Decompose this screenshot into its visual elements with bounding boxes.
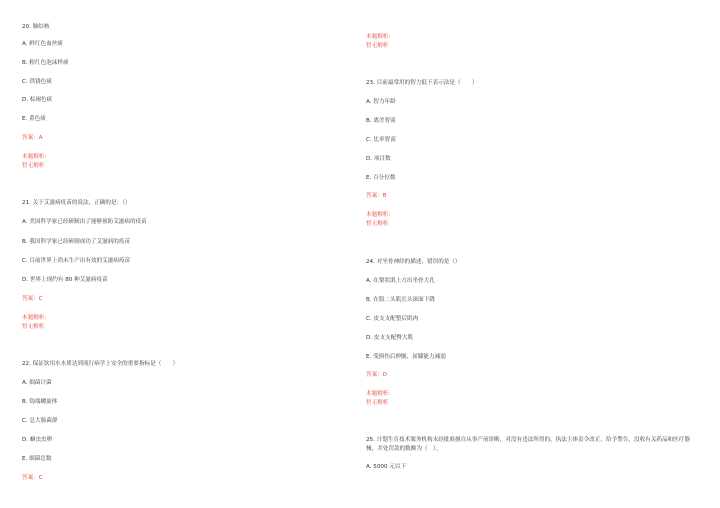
question-title: 21. 关于艾滋病疫苗的说法，正确的是：（） (22, 200, 131, 206)
answer-label: 答案：A (22, 135, 43, 141)
option-e: E. 黄色痰 (22, 116, 46, 122)
analysis-text: 暂无解析 (366, 43, 389, 49)
option-d: D. 皮支支配臀大肌 (366, 335, 414, 341)
question-title: 25. 计划生育技术服务机构未经批准擅自从事产前诊断，对没有违法所得的，执法主体责令改正，给予警告，没收有关药品和医疗器械，并处罚款的数额为（ ）。 (366, 437, 690, 452)
option-a: A. 在梨状肌上方出坐骨大孔 (366, 278, 435, 284)
option-d: D. 世界上现约有 80 种艾滋病疫苗 (22, 277, 108, 283)
question-title: 23. 目前最常用的智力低下表示法是（ ） (366, 80, 478, 86)
analysis-text: 暂无解析 (366, 221, 389, 227)
option-a: A. 美国科学家已经研制出了能够预防艾滋病的疫苗 (22, 219, 147, 225)
question-title: 22. 保证饮用水水质达到流行病学上安全的重要指标是（ ） (22, 361, 179, 367)
option-d: D. 项目数 (366, 156, 391, 162)
option-d: D. 蛔虫虫卵 (22, 437, 53, 443)
option-c: C. 目前世界上尚未生产出有效的艾滋病疫苗 (22, 258, 131, 264)
analysis-text: 暂无解析 (366, 400, 389, 406)
analysis-label: 本题解析: (366, 391, 391, 397)
question-title: 20. 肺结核 (22, 24, 50, 30)
answer-label: 答案：C (22, 296, 43, 302)
analysis-label: 本题解析: (366, 212, 391, 218)
analysis-label: 本题解析: (22, 315, 47, 321)
question-title: 24. 对坐骨神经的描述，错误的是（） (366, 259, 461, 265)
option-d: D. 棕褐色痰 (22, 97, 53, 103)
option-b: B. 我国科学家已经研制成功了艾滋病的疫苗 (22, 239, 131, 245)
analysis-label: 本题解析: (366, 34, 391, 40)
option-c: C. 皮支支配整后肌肉 (366, 316, 419, 322)
option-e: E. 受损伤后伸髋、屈膝能力减弱 (366, 354, 446, 360)
option-c: C. 铁锈色痰 (22, 79, 52, 85)
analysis-text: 暂无解析 (22, 163, 45, 169)
answer-label: 答案：B (366, 193, 387, 199)
option-a: A. 鲜红色血丝痰 (22, 41, 63, 47)
analysis-label: 本题解析: (22, 154, 47, 160)
option-a: A. 细菌计菌 (22, 380, 52, 386)
option-b: B. 离差智商 (366, 118, 396, 124)
analysis-text: 暂无解析 (22, 324, 45, 330)
option-e: E. 细菌总数 (22, 456, 52, 462)
option-e: E. 百分位数 (366, 175, 396, 181)
option-b: B. 粉红色泡沫样痰 (22, 60, 69, 66)
option-c: C. 比率智商 (366, 137, 396, 143)
option-b: B. 在股二头肌长头深面下降 (366, 297, 435, 303)
option-a: A. 5000 元以下 (366, 464, 407, 470)
option-a: A. 智力年龄 (366, 99, 396, 105)
option-c: C. 总大肠菌群 (22, 418, 58, 424)
answer-label: 答案：D (366, 372, 388, 378)
option-b: B. 钩端螺旋体 (22, 399, 58, 405)
answer-label: 答案：C (22, 475, 43, 481)
